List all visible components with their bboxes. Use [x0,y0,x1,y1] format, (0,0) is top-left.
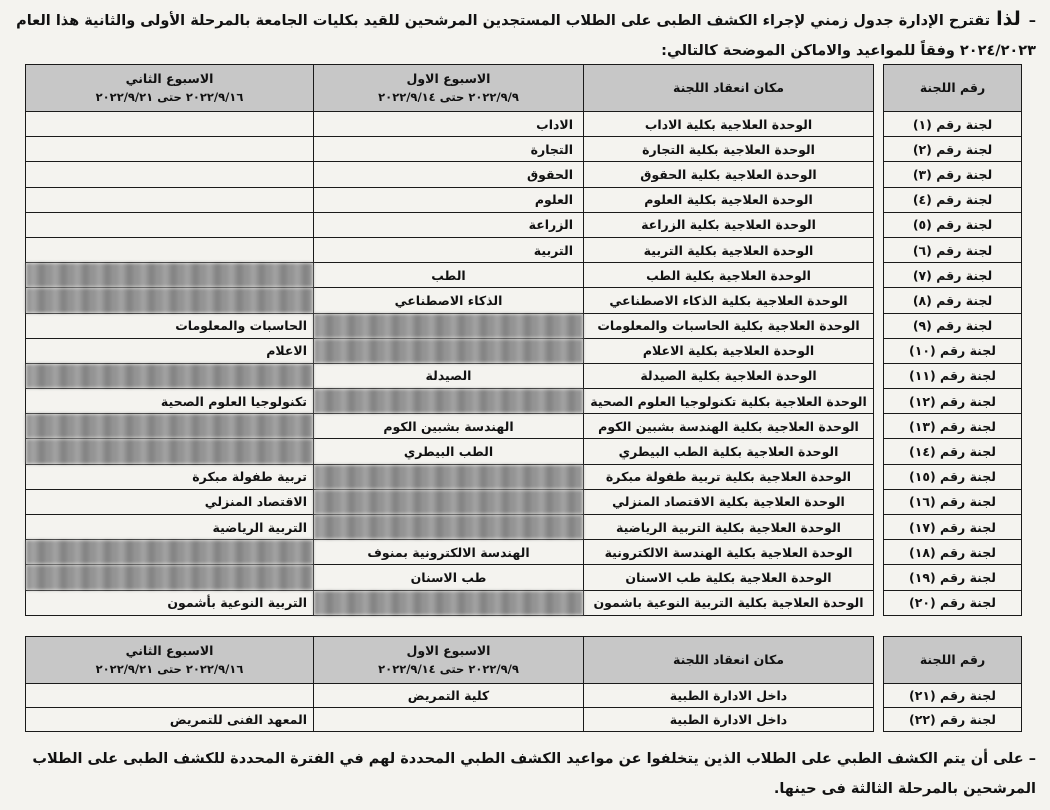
header-committee-number: رقم اللجنة [884,65,1022,112]
cell-committee-number: لجنة رقم (١١) [884,363,1022,388]
cell-week1: العلوم [314,187,584,212]
table-header-row [26,637,1022,684]
cell-week2: الاعلام [26,338,314,363]
cell-week2 [26,565,314,590]
table-row [26,464,1022,489]
cell-gap [874,162,884,187]
cell-week1 [314,489,584,514]
cell-committee-number: لجنة رقم (٨) [884,288,1022,313]
cell-gap [874,112,884,137]
cell-committee-number: لجنة رقم (١٤) [884,439,1022,464]
cell-week1 [314,708,584,732]
table-row [26,212,1022,237]
header-location: مكان انعقاد اللجنة [584,65,874,112]
cell-week2: تربية طفولة مبكرة [26,464,314,489]
header-week2 [26,637,314,684]
table-row [26,684,1022,708]
outro-text: على أن يتم الكشف الطبي على الطلاب الذين يتخلفوا عن مواعيد الكشف الطبي المحددة لهم في الفترة المحددة للكشف الطبى على الطلاب المرشحين بالمرحلة الثالثة فى حينها. [32,751,1036,797]
header-week2-title: الاسبوع الثاني [125,643,214,658]
cell-location: الوحدة العلاجية بكلية الحاسبات والمعلومات [584,313,874,338]
cell-week1 [314,515,584,540]
cell-week2 [26,237,314,262]
header-week1-dates: ٢٠٢٢/٩/٩ حتى ٢٠٢٢/٩/١٤ [378,90,519,104]
cell-week2 [26,288,314,313]
cell-location: الوحدة العلاجية بكلية التربية [584,237,874,262]
header-week2-title: الاسبوع الثاني [125,71,214,86]
table-row [26,187,1022,212]
cell-committee-number: لجنة رقم (١٧) [884,515,1022,540]
cell-week1: الزراعة [314,212,584,237]
closing-note [16,744,1036,804]
header-week1 [314,65,584,112]
table-row [26,489,1022,514]
cell-gap [874,313,884,338]
table-row [26,363,1022,388]
cell-gap [874,187,884,212]
cell-week1 [314,313,584,338]
cell-week2 [26,363,314,388]
cell-week2 [26,540,314,565]
cell-location: الوحدة العلاجية بكلية الحقوق [584,162,874,187]
cell-gap [874,489,884,514]
cell-gap [874,263,884,288]
cell-gap [874,338,884,363]
header-week1-dates: ٢٠٢٢/٩/٩ حتى ٢٠٢٢/٩/١٤ [378,662,519,676]
cell-committee-number: لجنة رقم (٩) [884,313,1022,338]
cell-location: الوحدة العلاجية بكلية العلوم [584,187,874,212]
cell-week2 [26,162,314,187]
cell-week2 [26,137,314,162]
cell-week1: الطب [314,263,584,288]
cell-week2 [26,439,314,464]
cell-location: داخل الادارة الطبية [584,708,874,732]
header-week1-title: الاسبوع الاول [406,643,491,658]
cell-committee-number: لجنة رقم (٢٠) [884,590,1022,615]
cell-week2: التربية النوعية بأشمون [26,590,314,615]
table-row [26,137,1022,162]
table-header-row [26,65,1022,112]
header-week2-dates: ٢٠٢٢/٩/١٦ حتى ٢٠٢٢/٩/٢١ [95,662,244,676]
cell-committee-number: لجنة رقم (٦) [884,237,1022,262]
cell-committee-number: لجنة رقم (١٢) [884,389,1022,414]
table-row [26,338,1022,363]
cell-week1: التربية [314,237,584,262]
cell-week2 [26,112,314,137]
cell-week1 [314,338,584,363]
cell-location: الوحدة العلاجية بكلية الطب [584,263,874,288]
intro-text: تقترح الإدارة جدول زمني لإجراء الكشف الطبى على الطلاب المستجدين المرشحين للقيد بكليات الجامعة بالمرحلة الأولى والثانية هذا العام ٢٠٢٤/٢٠٢٣ وفقاً للمواعيد والاماكن الموضحة كالتالي: [16,13,1036,59]
cell-week1: الاداب [314,112,584,137]
cell-location: داخل الادارة الطبية [584,684,874,708]
table-row [26,237,1022,262]
cell-location: الوحدة العلاجية بكلية الذكاء الاصطناعي [584,288,874,313]
table-row [26,112,1022,137]
cell-location: الوحدة العلاجية بكلية الاعلام [584,338,874,363]
header-committee-number: رقم اللجنة [884,637,1022,684]
cell-gap [874,389,884,414]
cell-week1: الحقوق [314,162,584,187]
cell-committee-number: لجنة رقم (١٣) [884,414,1022,439]
table-row [26,540,1022,565]
cell-location: الوحدة العلاجية بكلية الهندسة بشبين الكوم [584,414,874,439]
schedule-table-main [25,64,1022,616]
cell-week2: الاقتصاد المنزلي [26,489,314,514]
cell-gap [874,565,884,590]
cell-week2: تكنولوجيا العلوم الصحية [26,389,314,414]
cell-week2 [26,263,314,288]
cell-week1 [314,389,584,414]
cell-gap [874,288,884,313]
cell-week1: الذكاء الاصطناعي [314,288,584,313]
cell-gap [874,137,884,162]
cell-week1 [314,590,584,615]
table-row [26,565,1022,590]
cell-week1 [314,464,584,489]
cell-gap [874,414,884,439]
cell-gap [874,212,884,237]
cell-gap [874,540,884,565]
cell-week2 [26,212,314,237]
cell-week1: الهندسة بشبين الكوم [314,414,584,439]
table-row [26,439,1022,464]
header-week1 [314,637,584,684]
cell-week1: الهندسة الالكترونية بمنوف [314,540,584,565]
cell-week2 [26,414,314,439]
cell-week1: التجارة [314,137,584,162]
schedule-table-nursing [25,636,1022,732]
cell-week1: طب الاسنان [314,565,584,590]
table-row [26,590,1022,615]
cell-committee-number: لجنة رقم (٢) [884,137,1022,162]
cell-location: الوحدة العلاجية بكلية التربية النوعية باشمون [584,590,874,615]
table-row [26,313,1022,338]
header-week1-title: الاسبوع الاول [406,71,491,86]
table-body [26,684,1022,732]
outro-dash: – [1028,751,1036,767]
cell-gap [874,464,884,489]
cell-location: الوحدة العلاجية بكلية الاقتصاد المنزلي [584,489,874,514]
cell-week2: الحاسبات والمعلومات [26,313,314,338]
cell-gap [874,708,884,732]
table-row [26,389,1022,414]
cell-gap [874,684,884,708]
cell-committee-number: لجنة رقم (١٨) [884,540,1022,565]
intro-paragraph [16,4,1036,66]
header-location: مكان انعقاد اللجنة [584,637,874,684]
table-row [26,288,1022,313]
header-week2-dates: ٢٠٢٢/٩/١٦ حتى ٢٠٢٢/٩/٢١ [95,90,244,104]
cell-committee-number: لجنة رقم (٢٢) [884,708,1022,732]
cell-gap [874,439,884,464]
cell-location: الوحدة العلاجية بكلية الطب البيطري [584,439,874,464]
cell-committee-number: لجنة رقم (٤) [884,187,1022,212]
cell-gap [874,590,884,615]
cell-week2: المعهد الفنى للتمريض [26,708,314,732]
cell-week1: الصيدلة [314,363,584,388]
cell-location: الوحدة العلاجية بكلية تكنولوجيا العلوم الصحية [584,389,874,414]
cell-location: الوحدة العلاجية بكلية الصيدلة [584,363,874,388]
cell-committee-number: لجنة رقم (١٠) [884,338,1022,363]
table-row [26,263,1022,288]
cell-week2: التربية الرياضية [26,515,314,540]
cell-gap [874,237,884,262]
cell-week2 [26,684,314,708]
cell-week2 [26,187,314,212]
cell-week1: الطب البيطري [314,439,584,464]
table-row [26,162,1022,187]
cell-location: الوحدة العلاجية بكلية الاداب [584,112,874,137]
cell-location: الوحدة العلاجية بكلية طب الاسنان [584,565,874,590]
intro-lead-word: لذا [996,8,1021,30]
header-week2 [26,65,314,112]
cell-committee-number: لجنة رقم (٣) [884,162,1022,187]
cell-location: الوحدة العلاجية بكلية الهندسة الالكترونية [584,540,874,565]
cell-gap [874,515,884,540]
cell-week1: كلية التمريض [314,684,584,708]
cell-location: الوحدة العلاجية بكلية تربية طفولة مبكرة [584,464,874,489]
cell-gap [874,363,884,388]
cell-committee-number: لجنة رقم (٢١) [884,684,1022,708]
cell-committee-number: لجنة رقم (٥) [884,212,1022,237]
cell-committee-number: لجنة رقم (١٩) [884,565,1022,590]
cell-location: الوحدة العلاجية بكلية الزراعة [584,212,874,237]
table-row [26,414,1022,439]
table-body [26,112,1022,616]
table-row [26,515,1022,540]
table-row [26,708,1022,732]
cell-location: الوحدة العلاجية بكلية التربية الرياضية [584,515,874,540]
cell-committee-number: لجنة رقم (١) [884,112,1022,137]
cell-location: الوحدة العلاجية بكلية التجارة [584,137,874,162]
intro-dash: – [1028,13,1036,29]
cell-committee-number: لجنة رقم (٧) [884,263,1022,288]
cell-committee-number: لجنة رقم (١٥) [884,464,1022,489]
cell-committee-number: لجنة رقم (١٦) [884,489,1022,514]
